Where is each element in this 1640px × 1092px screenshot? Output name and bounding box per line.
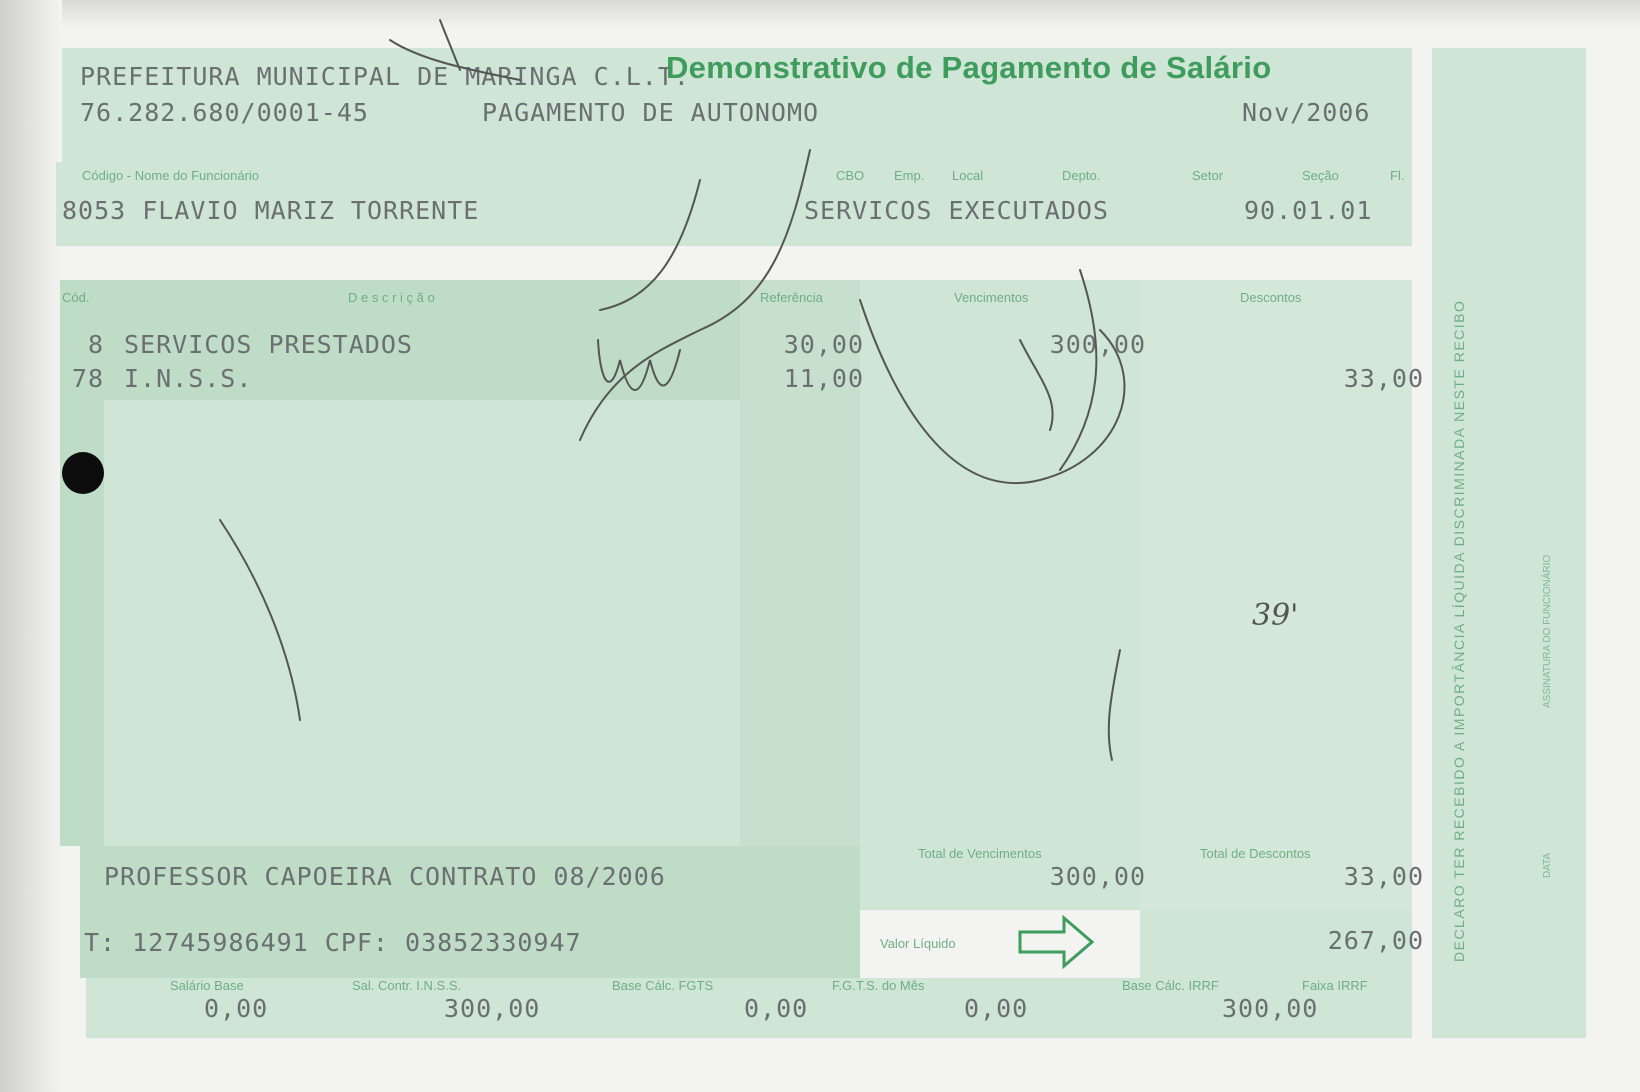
label-local: Local [952, 168, 984, 183]
header-org: PREFEITURA MUNICIPAL DE MARINGA C.L.T. [80, 62, 690, 91]
label-cbo: CBO [836, 168, 865, 183]
total-vencimentos: 300,00 [1049, 862, 1146, 891]
label-secao: Seção [1302, 168, 1339, 183]
label-setor: Setor [1192, 168, 1224, 183]
label-depto: Depto. [1062, 168, 1101, 183]
label-total-descontos: Total de Descontos [1200, 846, 1311, 861]
label-fgts-mes: F.G.T.S. do Mês [832, 978, 925, 993]
employee-section-code: 90.01.01 [1244, 196, 1373, 225]
header-cnpj: 76.282.680/0001-45 [80, 98, 369, 127]
label-valor-liquido: Valor Líquido [880, 936, 956, 951]
item-descontos: 33,00 [1343, 364, 1424, 393]
contract-note: PROFESSOR CAPOEIRA CONTRATO 08/2006 [104, 862, 666, 891]
declaration-text: DECLARO TER RECEBIDO A IMPORTÂNCIA LÍQUIDA DISCRIMINADA NESTE RECIBO [1451, 299, 1467, 962]
form-title: Demonstrativo de Pagamento de Salário [666, 50, 1272, 85]
item-vencimentos: 300,00 [1049, 330, 1146, 359]
label-descricao: D e s c r i ç ã o [348, 290, 435, 305]
value-fgts-mes: 0,00 [964, 994, 1029, 1023]
label-vencimentos: Vencimentos [954, 290, 1029, 305]
label-total-vencimentos: Total de Vencimentos [918, 846, 1042, 861]
employee-code-name: 8053 FLAVIO MARIZ TORRENTE [62, 196, 480, 225]
item-referencia: 11,00 [783, 364, 864, 393]
label-base-calc-fgts: Base Cálc. FGTS [612, 978, 714, 993]
value-sal-contr-inss: 300,00 [444, 994, 541, 1023]
item-referencia: 30,00 [783, 330, 864, 359]
label-salario-base: Salário Base [170, 978, 244, 993]
label-faixa-irrf: Faixa IRRF [1302, 978, 1368, 993]
label-codigo-nome: Código - Nome do Funcionário [82, 168, 260, 183]
value-base-calc-fgts: 0,00 [744, 994, 809, 1023]
label-cod: Cód. [62, 290, 90, 305]
label-descontos: Descontos [1240, 290, 1302, 305]
label-referencia: Referência [760, 290, 823, 305]
label-emp: Emp. [894, 168, 925, 183]
label-base-calc-irrf: Base Cálc. IRRF [1122, 978, 1219, 993]
signature-label: ASSINATURA DO FUNCIONÁRIO [1542, 554, 1553, 708]
value-base-calc-irrf: 300,00 [1222, 994, 1319, 1023]
header-period: Nov/2006 [1242, 98, 1371, 127]
value-salario-base: 0,00 [204, 994, 269, 1023]
label-sal-contr-inss: Sal. Contr. I.N.S.S. [352, 978, 462, 993]
id-line: T: 12745986491 CPF: 03852330947 [84, 928, 582, 957]
item-cod: 8 [87, 330, 104, 359]
handwritten-note: 39' [1252, 598, 1299, 633]
date-label: DATA [1542, 852, 1553, 878]
valor-liquido: 267,00 [1327, 926, 1424, 955]
employee-department: SERVICOS EXECUTADOS [804, 196, 1109, 225]
item-cod: 78 [71, 364, 104, 393]
item-descricao: I.N.S.S. [124, 364, 253, 393]
header-payment-type: PAGAMENTO DE AUTONOMO [482, 98, 820, 127]
item-descricao: SERVICOS PRESTADOS [124, 330, 413, 359]
total-descontos: 33,00 [1343, 862, 1424, 891]
label-fl: Fl. [1390, 168, 1405, 183]
